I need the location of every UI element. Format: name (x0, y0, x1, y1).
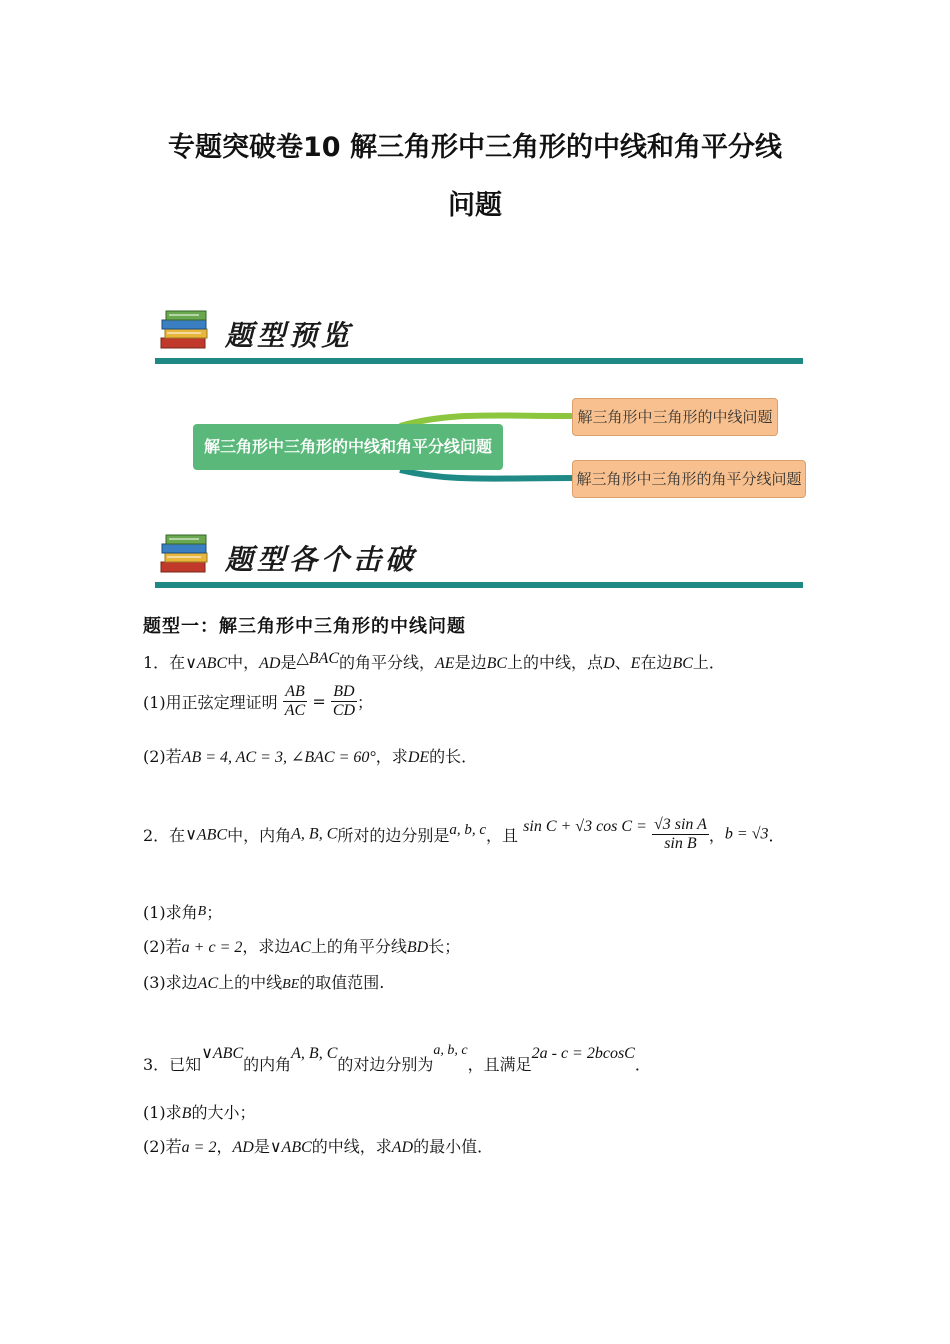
books-icon (159, 532, 211, 576)
question-3-part-1: (1)求B的大小； (143, 1103, 256, 1122)
page-title: 专题突破卷10 解三角形中三角形的中线和角平分线 (168, 132, 782, 163)
type-one-heading: 题型一：解三角形中三角形的中线问题 (143, 616, 466, 637)
section-divider (155, 582, 803, 588)
question-2-part-3: (3)求边AC上的中线BE的取值范围. (143, 973, 385, 992)
section-preview-title: 题型预览 (225, 319, 354, 352)
mindmap-leaf-median: 解三角形中三角形的中线问题 (572, 398, 778, 436)
books-icon (159, 308, 211, 352)
page-title-line2: 问题 (448, 190, 502, 221)
question-2-part-1: (1)求角B； (143, 903, 223, 922)
question-3-stem: 3．已知∨ABC的内角A, B, C的对边分别为a, b, c，且满足2a - c = 2bcosC． (143, 1043, 651, 1074)
mindmap-leaf-bisector: 解三角形中三角形的角平分线问题 (572, 460, 806, 498)
question-1-part-1: (1)用正弦定理证明 $\frac{AB}{AC}$ = $\frac{BD}{CD}$ ； (143, 683, 374, 719)
mindmap-root: 解三角形中三角形的中线和角平分线问题 (193, 424, 503, 470)
question-1-stem: 1．在∨ABC中，AD是△BAC的角平分线，AE是边BC上的中线，点D、E在边BC上． (143, 650, 725, 672)
question-1-part-2: (2)若AB = 4, AC = 3, ∠BAC = 60°，求DE的长． (143, 747, 478, 766)
mindmap (150, 392, 810, 507)
question-3-part-2: (2)若a = 2，AD是∨ABC的中线，求AD的最小值． (143, 1137, 494, 1156)
section-breakdown-header (155, 532, 803, 588)
question-2-part-2: (2)若a + c = 2，求边AC上的角平分线BD长； (143, 937, 461, 956)
section-breakdown-title: 题型各个击破 (225, 543, 418, 576)
section-preview-header (155, 308, 803, 364)
section-divider (155, 358, 803, 364)
question-2-stem: 2．在∨ABC中，内角A, B, C所对的边分别是a, b, c，且 sin C + √3 cos C = $\frac{\text{√3 sin A}}{\text{sin B}}$ ，b = √3． (143, 816, 785, 852)
